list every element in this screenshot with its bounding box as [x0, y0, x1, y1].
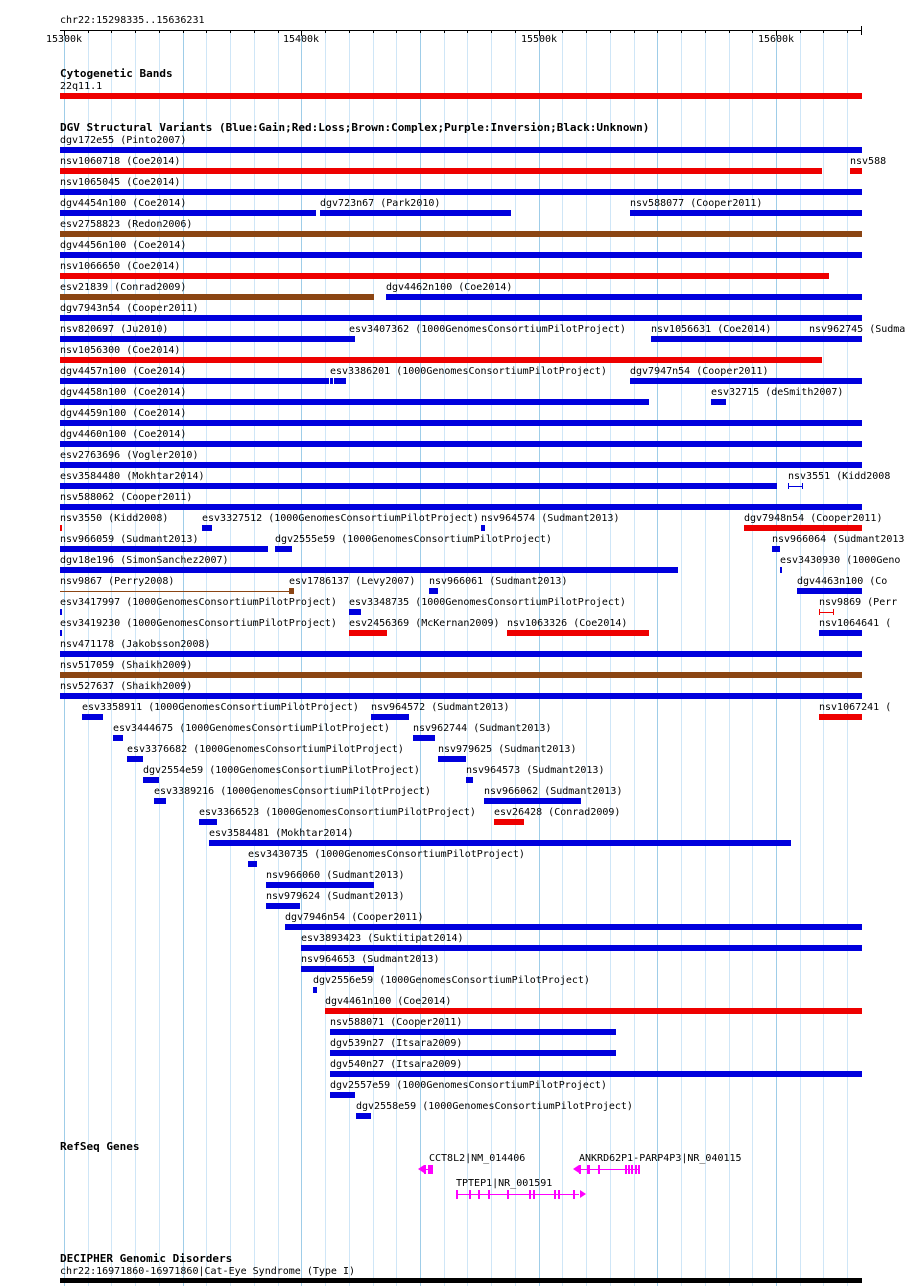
dgv-feature[interactable] — [429, 588, 438, 594]
dgv-feature[interactable] — [711, 399, 726, 405]
dgv-feature-label: esv3366523 (1000GenomesConsortiumPilotProject) — [199, 807, 476, 818]
ruler-tick — [610, 30, 611, 33]
dgv-feature[interactable] — [60, 651, 862, 657]
dgv-feature[interactable] — [60, 420, 862, 426]
dgv-feature[interactable] — [780, 567, 782, 573]
gridline — [206, 30, 207, 1286]
dgv-feature[interactable] — [320, 210, 511, 216]
ruler-end-marker — [861, 26, 862, 35]
dgv-feature-label: esv3386201 (1000GenomesConsortiumPilotProject) — [330, 366, 607, 377]
dgv-feature-label: dgv7943n54 (Cooper2011) — [60, 303, 199, 314]
gene-exon[interactable] — [573, 1190, 575, 1199]
dgv-feature[interactable] — [60, 462, 862, 468]
cytoband-label: 22q11.1 — [60, 81, 103, 92]
dgv-feature-label: esv3893423 (Suktitipat2014) — [301, 933, 464, 944]
dgv-feature[interactable] — [313, 987, 317, 993]
gridline — [491, 30, 492, 1286]
dgv-feature[interactable] — [60, 609, 62, 615]
dgv-feature-label: nsv979625 (Sudmant2013) — [438, 744, 577, 755]
strand-arrow-left-icon — [573, 1165, 579, 1173]
dgv-feature[interactable] — [744, 525, 862, 531]
dgv-feature-label: nsv1063326 (Coe2014) — [507, 618, 628, 629]
ruler-tick — [135, 30, 136, 33]
dgv-feature-label: dgv4456n100 (Coe2014) — [60, 240, 187, 251]
gridline — [444, 30, 445, 1286]
dgv-feature[interactable] — [60, 210, 316, 216]
dgv-feature[interactable] — [371, 714, 409, 720]
gene-line[interactable] — [456, 1194, 579, 1195]
gene-exon[interactable] — [478, 1190, 480, 1199]
gene-exon[interactable] — [456, 1190, 458, 1199]
dgv-feature-label: nsv964653 (Sudmant2013) — [301, 954, 440, 965]
dgv-feature-label: nsv966064 (Sudmant2013 — [772, 534, 905, 545]
dgv-feature-label: esv3430930 (1000Geno — [780, 555, 901, 566]
ruler-tick — [254, 30, 255, 33]
dgv-feature-label: esv3419230 (1000GenomesConsortiumPilotProject) — [60, 618, 337, 629]
ruler-tick — [705, 30, 706, 33]
ruler-tick — [444, 30, 445, 33]
dgv-feature-label: nsv3550 (Kidd2008) — [60, 513, 169, 524]
dgv-feature[interactable] — [113, 735, 123, 741]
dgv-feature-label: nsv588 — [850, 156, 887, 167]
gridline — [776, 30, 777, 1286]
dgv-feature[interactable] — [60, 147, 862, 153]
dgv-feature-label: nsv962745 (Sudma — [809, 324, 905, 335]
dgv-feature[interactable] — [349, 630, 387, 636]
ruler-tick — [634, 30, 635, 33]
ruler-tick — [349, 30, 350, 33]
dgv-feature-end — [802, 483, 803, 489]
dgv-feature-label: nsv1066650 (Coe2014) — [60, 261, 181, 272]
dgv-feature[interactable] — [819, 714, 862, 720]
dgv-feature-label: dgv539n27 (Itsara2009) — [330, 1038, 463, 1049]
dgv-feature[interactable] — [301, 966, 374, 972]
dgv-feature-break — [333, 378, 334, 384]
dgv-feature-label: esv1786137 (Levy2007) — [289, 576, 416, 587]
dgv-feature[interactable] — [60, 693, 862, 699]
gridline — [301, 30, 302, 1286]
dgv-feature[interactable] — [209, 840, 791, 846]
ruler-tick — [467, 30, 468, 33]
dgv-feature[interactable] — [248, 861, 257, 867]
location-label: chr22:15298335..15636231 — [60, 15, 205, 26]
ruler-tick — [681, 30, 682, 33]
ruler-tick — [159, 30, 160, 33]
dgv-feature-label: nsv1067241 ( — [819, 702, 892, 713]
dgv-feature-label: nsv966061 (Sudmant2013) — [429, 576, 568, 587]
dgv-feature-label: esv2763696 (Vogler2010) — [60, 450, 199, 461]
dgv-feature-label: nsv1060718 (Coe2014) — [60, 156, 181, 167]
dgv-feature-label: nsv588077 (Cooper2011) — [630, 198, 763, 209]
dgv-feature-label: esv3584481 (Mokhtar2014) — [209, 828, 354, 839]
gene-exon[interactable] — [625, 1165, 627, 1174]
dgv-feature[interactable] — [60, 231, 862, 237]
dgv-feature[interactable] — [330, 1071, 862, 1077]
dgv-feature-label: esv3376682 (1000GenomesConsortiumPilotProject) — [127, 744, 404, 755]
dgv-feature-label: esv3389216 (1000GenomesConsortiumPilotProject) — [154, 786, 431, 797]
ruler-tick — [657, 30, 658, 33]
dgv-feature-label: dgv172e55 (Pinto2007) — [60, 135, 187, 146]
dgv-feature[interactable] — [772, 546, 780, 552]
dgv-track-title: DGV Structural Variants (Blue:Gain;Red:Loss;Brown:Complex;Purple:Inversion;Black:Unknown) — [60, 121, 650, 134]
gridline — [515, 30, 516, 1286]
dgv-feature[interactable] — [386, 294, 862, 300]
gene-exon[interactable] — [587, 1165, 590, 1174]
dgv-feature-label: esv3358911 (1000GenomesConsortiumPilotProject) — [82, 702, 359, 713]
dgv-feature-label: dgv4463n100 (Co — [797, 576, 888, 587]
dgv-feature[interactable] — [60, 567, 678, 573]
dgv-feature[interactable] — [466, 777, 473, 783]
dgv-feature-label: nsv962744 (Sudmant2013) — [413, 723, 552, 734]
dgv-feature-end — [819, 609, 820, 615]
dgv-feature[interactable] — [60, 252, 862, 258]
gridline — [396, 30, 397, 1286]
dgv-feature[interactable] — [266, 882, 374, 888]
gridline — [681, 30, 682, 1286]
dgv-feature[interactable] — [60, 399, 649, 405]
dgv-feature[interactable] — [301, 945, 862, 951]
dgv-feature-label: dgv4457n100 (Coe2014) — [60, 366, 187, 377]
dgv-feature-label: dgv4459n100 (Coe2014) — [60, 408, 187, 419]
gridline — [254, 30, 255, 1286]
ruler-tick — [183, 30, 184, 33]
gene-label: ANKRD62P1-PARP4P3|NR_040115 — [579, 1153, 742, 1164]
dgv-feature[interactable] — [289, 588, 294, 594]
dgv-feature[interactable] — [349, 609, 361, 615]
gridline — [420, 30, 421, 1286]
ruler-tick — [752, 30, 753, 33]
ruler-tick-label: 15300k — [45, 34, 83, 45]
dgv-feature[interactable] — [60, 525, 62, 531]
gene-exon[interactable] — [424, 1165, 426, 1174]
dgv-feature[interactable] — [60, 336, 354, 342]
dgv-feature-label: nsv471178 (Jakobsson2008) — [60, 639, 211, 650]
gene-exon[interactable] — [635, 1165, 637, 1174]
dgv-feature[interactable] — [285, 924, 862, 930]
gridline — [539, 30, 540, 1286]
ruler-tick — [278, 30, 279, 33]
dgv-feature-label: nsv588062 (Cooper2011) — [60, 492, 193, 503]
gene-exon[interactable] — [428, 1165, 433, 1174]
gene-exon[interactable] — [558, 1190, 560, 1199]
dgv-feature[interactable] — [850, 168, 862, 174]
cytoband-22q11.1[interactable] — [60, 93, 862, 99]
dgv-feature-label: esv21839 (Conrad2009) — [60, 282, 187, 293]
dgv-feature[interactable] — [60, 189, 862, 195]
dgv-feature[interactable] — [60, 483, 777, 489]
ruler-tick-label: 15600k — [757, 34, 795, 45]
dgv-feature[interactable] — [651, 336, 809, 342]
ruler-tick — [800, 30, 801, 33]
dgv-feature-label: nsv1065045 (Coe2014) — [60, 177, 181, 188]
gridline — [230, 30, 231, 1286]
dgv-feature-label: nsv964574 (Sudmant2013) — [481, 513, 620, 524]
ruler-tick — [562, 30, 563, 33]
dgv-feature-label: dgv540n27 (Itsara2009) — [330, 1059, 463, 1070]
dgv-feature[interactable] — [819, 612, 833, 613]
dgv-feature[interactable] — [438, 756, 466, 762]
dgv-feature-label: nsv588071 (Cooper2011) — [330, 1017, 463, 1028]
gene-exon[interactable] — [579, 1165, 581, 1174]
gene-exon[interactable] — [554, 1190, 556, 1199]
gene-exon[interactable] — [469, 1190, 471, 1199]
dgv-feature[interactable] — [819, 630, 862, 636]
gridline — [752, 30, 753, 1286]
dgv-feature-label: dgv2554e59 (1000GenomesConsortiumPilotProject) — [143, 765, 420, 776]
dgv-feature[interactable] — [788, 486, 802, 487]
dgv-feature-label: nsv964572 (Sudmant2013) — [371, 702, 510, 713]
ruler-tick — [396, 30, 397, 33]
gridline — [847, 30, 848, 1286]
dgv-feature[interactable] — [797, 588, 862, 594]
dgv-feature[interactable] — [507, 630, 649, 636]
decipher-feature[interactable] — [60, 1278, 862, 1283]
dgv-feature[interactable] — [60, 441, 862, 447]
dgv-feature[interactable] — [60, 591, 289, 592]
dgv-feature[interactable] — [330, 1029, 616, 1035]
gene-exon[interactable] — [598, 1165, 600, 1174]
dgv-feature-label: nsv966062 (Sudmant2013) — [484, 786, 623, 797]
gene-exon[interactable] — [488, 1190, 490, 1199]
ruler-tick — [491, 30, 492, 33]
dgv-feature[interactable] — [356, 1113, 371, 1119]
refseq-track-title: RefSeq Genes — [60, 1140, 140, 1153]
ruler-tick — [586, 30, 587, 33]
dgv-feature-end — [833, 609, 834, 615]
gridline — [325, 30, 326, 1286]
dgv-feature-label: dgv2556e59 (1000GenomesConsortiumPilotProject) — [313, 975, 590, 986]
dgv-feature[interactable] — [202, 525, 212, 531]
dgv-feature-label: esv3348735 (1000GenomesConsortiumPilotProject) — [349, 597, 626, 608]
dgv-feature-label: esv3417997 (1000GenomesConsortiumPilotProject) — [60, 597, 337, 608]
dgv-feature[interactable] — [60, 546, 268, 552]
ruler-tick — [373, 30, 374, 33]
ruler-tick — [230, 30, 231, 33]
gridline — [705, 30, 706, 1286]
dgv-feature-label: esv3327512 (1000GenomesConsortiumPilotProject) — [202, 513, 479, 524]
dgv-feature-label: esv3407362 (1000GenomesConsortiumPilotProject) — [349, 324, 626, 335]
dgv-feature[interactable] — [809, 336, 862, 342]
dgv-feature-label: esv32715 (deSmith2007) — [711, 387, 844, 398]
dgv-feature[interactable] — [60, 168, 822, 174]
dgv-feature[interactable] — [630, 210, 862, 216]
dgv-feature[interactable] — [60, 504, 862, 510]
dgv-feature-end — [788, 483, 789, 489]
ruler-tick — [111, 30, 112, 33]
gridline — [373, 30, 374, 1286]
ruler-tick — [420, 30, 421, 33]
gridline — [278, 30, 279, 1286]
dgv-feature-label: esv3444675 (1000GenomesConsortiumPilotProject) — [113, 723, 390, 734]
ruler-tick — [847, 30, 848, 33]
dgv-feature[interactable] — [60, 378, 329, 384]
gridline — [586, 30, 587, 1286]
dgv-feature[interactable] — [349, 336, 355, 342]
dgv-feature-label: esv3430735 (1000GenomesConsortiumPilotProject) — [248, 849, 525, 860]
gridline — [610, 30, 611, 1286]
dgv-feature-label: dgv2558e59 (1000GenomesConsortiumPilotProject) — [356, 1101, 633, 1112]
dgv-feature[interactable] — [630, 378, 862, 384]
dgv-feature-label: nsv9869 (Perr — [819, 597, 898, 608]
gridline — [823, 30, 824, 1286]
dgv-feature-label: nsv9867 (Perry2008) — [60, 576, 175, 587]
gridline — [800, 30, 801, 1286]
dgv-feature-label: dgv7947n54 (Cooper2011) — [630, 366, 769, 377]
dgv-feature-break — [357, 336, 358, 342]
gene-exon[interactable] — [533, 1190, 535, 1199]
cytoband-track-title: Cytogenetic Bands — [60, 67, 173, 80]
dgv-feature[interactable] — [275, 546, 292, 552]
gridline — [467, 30, 468, 1286]
ruler-tick-label: 15500k — [520, 34, 558, 45]
gridline — [657, 30, 658, 1286]
dgv-feature[interactable] — [330, 1092, 355, 1098]
dgv-feature[interactable] — [60, 273, 829, 279]
dgv-feature-label: nsv1056300 (Coe2014) — [60, 345, 181, 356]
dgv-feature[interactable] — [60, 630, 62, 636]
dgv-feature[interactable] — [325, 1008, 862, 1014]
decipher-label: chr22:16971860-16971860|Cat-Eye Syndrome (Type I) — [60, 1266, 356, 1277]
dgv-feature-label: dgv723n67 (Park2010) — [320, 198, 441, 209]
dgv-feature[interactable] — [143, 777, 159, 783]
dgv-feature[interactable] — [60, 357, 822, 363]
gene-exon[interactable] — [507, 1190, 509, 1199]
ruler-tick — [206, 30, 207, 33]
gridline — [562, 30, 563, 1286]
dgv-feature-label: nsv966059 (Sudmant2013) — [60, 534, 199, 545]
dgv-feature[interactable] — [266, 903, 300, 909]
dgv-feature-label: dgv2557e59 (1000GenomesConsortiumPilotProject) — [330, 1080, 607, 1091]
dgv-feature[interactable] — [481, 525, 485, 531]
dgv-feature[interactable] — [330, 1050, 616, 1056]
gene-exon[interactable] — [628, 1165, 630, 1174]
dgv-feature-label: esv2758823 (Redon2006) — [60, 219, 193, 230]
dgv-feature-label: dgv4458n100 (Coe2014) — [60, 387, 187, 398]
dgv-feature[interactable] — [484, 798, 581, 804]
ruler-tick — [515, 30, 516, 33]
dgv-feature[interactable] — [60, 672, 862, 678]
gene-exon[interactable] — [631, 1165, 633, 1174]
strand-arrow-right-icon — [580, 1190, 586, 1198]
ruler-tick — [729, 30, 730, 33]
dgv-feature-label: dgv4460n100 (Coe2014) — [60, 429, 187, 440]
dgv-feature-label: nsv979624 (Sudmant2013) — [266, 891, 405, 902]
dgv-feature-label: esv2456369 (McKernan2009) — [349, 618, 500, 629]
gene-label: TPTEP1|NR_001591 — [456, 1178, 553, 1189]
dgv-feature-label: nsv527637 (Shaikh2009) — [60, 681, 193, 692]
ruler-tick-label: 15400k — [282, 34, 320, 45]
dgv-feature-label: esv26428 (Conrad2009) — [494, 807, 621, 818]
ruler-tick — [325, 30, 326, 33]
gene-exon[interactable] — [638, 1165, 640, 1174]
dgv-feature-label: dgv7948n54 (Cooper2011) — [744, 513, 883, 524]
dgv-feature[interactable] — [127, 756, 143, 762]
dgv-feature-label: dgv18e196 (SimonSanchez2007) — [60, 555, 229, 566]
decipher-track-title: DECIPHER Genomic Disorders — [60, 1252, 233, 1265]
dgv-feature[interactable] — [494, 819, 524, 825]
dgv-feature-label: nsv1056631 (Coe2014) — [651, 324, 772, 335]
dgv-feature[interactable] — [82, 714, 103, 720]
dgv-feature-label: dgv4462n100 (Coe2014) — [386, 282, 513, 293]
dgv-feature-label: nsv964573 (Sudmant2013) — [466, 765, 605, 776]
dgv-feature-label: nsv517059 (Shaikh2009) — [60, 660, 193, 671]
strand-arrow-left-icon — [418, 1165, 424, 1173]
dgv-feature[interactable] — [154, 798, 166, 804]
dgv-feature-label: nsv1064641 ( — [819, 618, 892, 629]
dgv-feature[interactable] — [60, 294, 374, 300]
ruler-tick — [823, 30, 824, 33]
dgv-feature-label: nsv966060 (Sudmant2013) — [266, 870, 405, 881]
dgv-feature-label: nsv820697 (Ju2010) — [60, 324, 169, 335]
dgv-feature[interactable] — [413, 735, 435, 741]
gridline — [634, 30, 635, 1286]
ruler-tick — [88, 30, 89, 33]
ruler-line — [60, 30, 862, 31]
dgv-feature-label: dgv4461n100 (Coe2014) — [325, 996, 452, 1007]
dgv-feature-label: nsv3551 (Kidd2008 — [788, 471, 891, 482]
dgv-feature-label: dgv2555e59 (1000GenomesConsortiumPilotProject) — [275, 534, 552, 545]
dgv-feature-label: dgv4454n100 (Coe2014) — [60, 198, 187, 209]
dgv-feature-label: dgv7946n54 (Cooper2011) — [285, 912, 424, 923]
gene-exon[interactable] — [529, 1190, 531, 1199]
dgv-feature-label: esv3584480 (Mokhtar2014) — [60, 471, 205, 482]
gene-label: CCT8L2|NM_014406 — [429, 1153, 526, 1164]
dgv-feature[interactable] — [60, 315, 862, 321]
gridline — [729, 30, 730, 1286]
dgv-feature[interactable] — [199, 819, 217, 825]
